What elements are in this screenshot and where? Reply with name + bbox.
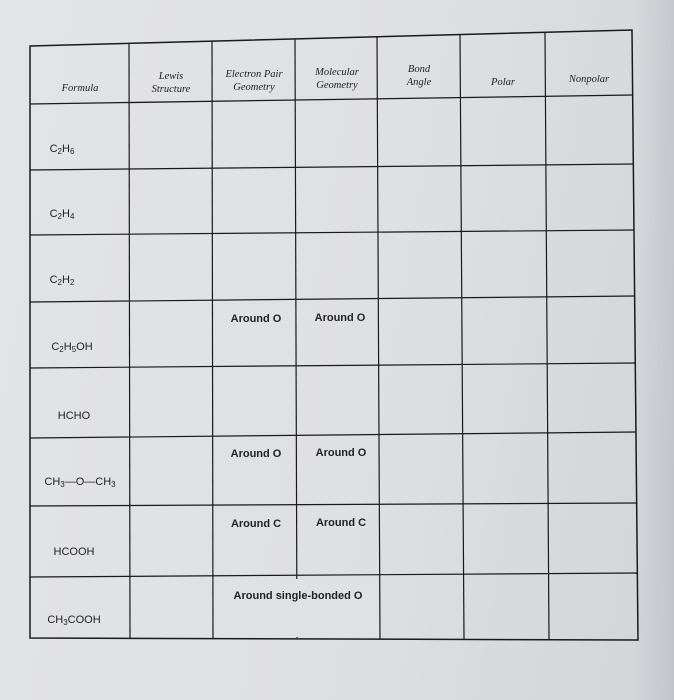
header-electron-pair-geometry: Electron Pair Geometry [225,69,283,93]
header-polar: Polar [491,77,515,88]
formula-c2h4: $C_2H_4$ [49,208,75,221]
row-line [30,503,637,506]
header-molecular-geometry: Molecular Geometry [315,67,359,91]
col-line [545,33,549,640]
header-formula: Formula [61,83,99,94]
ch3cooh-span-note: Around single-bonded O [233,590,363,602]
ether-molecular-note: Around O [315,447,367,459]
formula-c2h2: $C_2H_2$ [49,274,75,287]
hcooh-electron-pair-note: Around C [230,518,282,530]
formula-c2h5oh: $C_2H_5OH$ [51,341,93,354]
formula-hcho: HCHO [57,410,91,422]
header-divider [30,95,633,104]
row-line [30,296,635,302]
col-line [212,41,213,638]
col-line [295,39,297,638]
col-line [460,35,464,639]
header-nonpolar: Nonpolar [568,74,610,85]
row-line [30,363,635,368]
header-bond-angle: Bond Angle [406,64,432,88]
row-line [30,432,636,438]
formula-ch3cooh: $CH_3COOH$ [47,614,101,627]
row-line [30,230,634,235]
ether-electron-pair-note: Around O [230,448,282,460]
col-line [129,43,130,638]
c2h5oh-molecular-note: Around O [314,312,366,324]
row-line [30,573,637,577]
hcooh-molecular-note: Around C [315,517,367,529]
formula-hcooh: HCOOH [53,546,95,558]
row-line [30,164,634,170]
formula-ch3-o-ch3: $CH_3—O—CH_3$ [44,476,116,489]
c2h5oh-electron-pair-note: Around O [230,313,282,325]
header-lewis-structure: Lewis Structure [151,71,191,95]
col-line [377,37,380,639]
formula-c2h6: $C_2H_6$ [49,143,75,156]
merged-cell-bg [215,579,379,637]
